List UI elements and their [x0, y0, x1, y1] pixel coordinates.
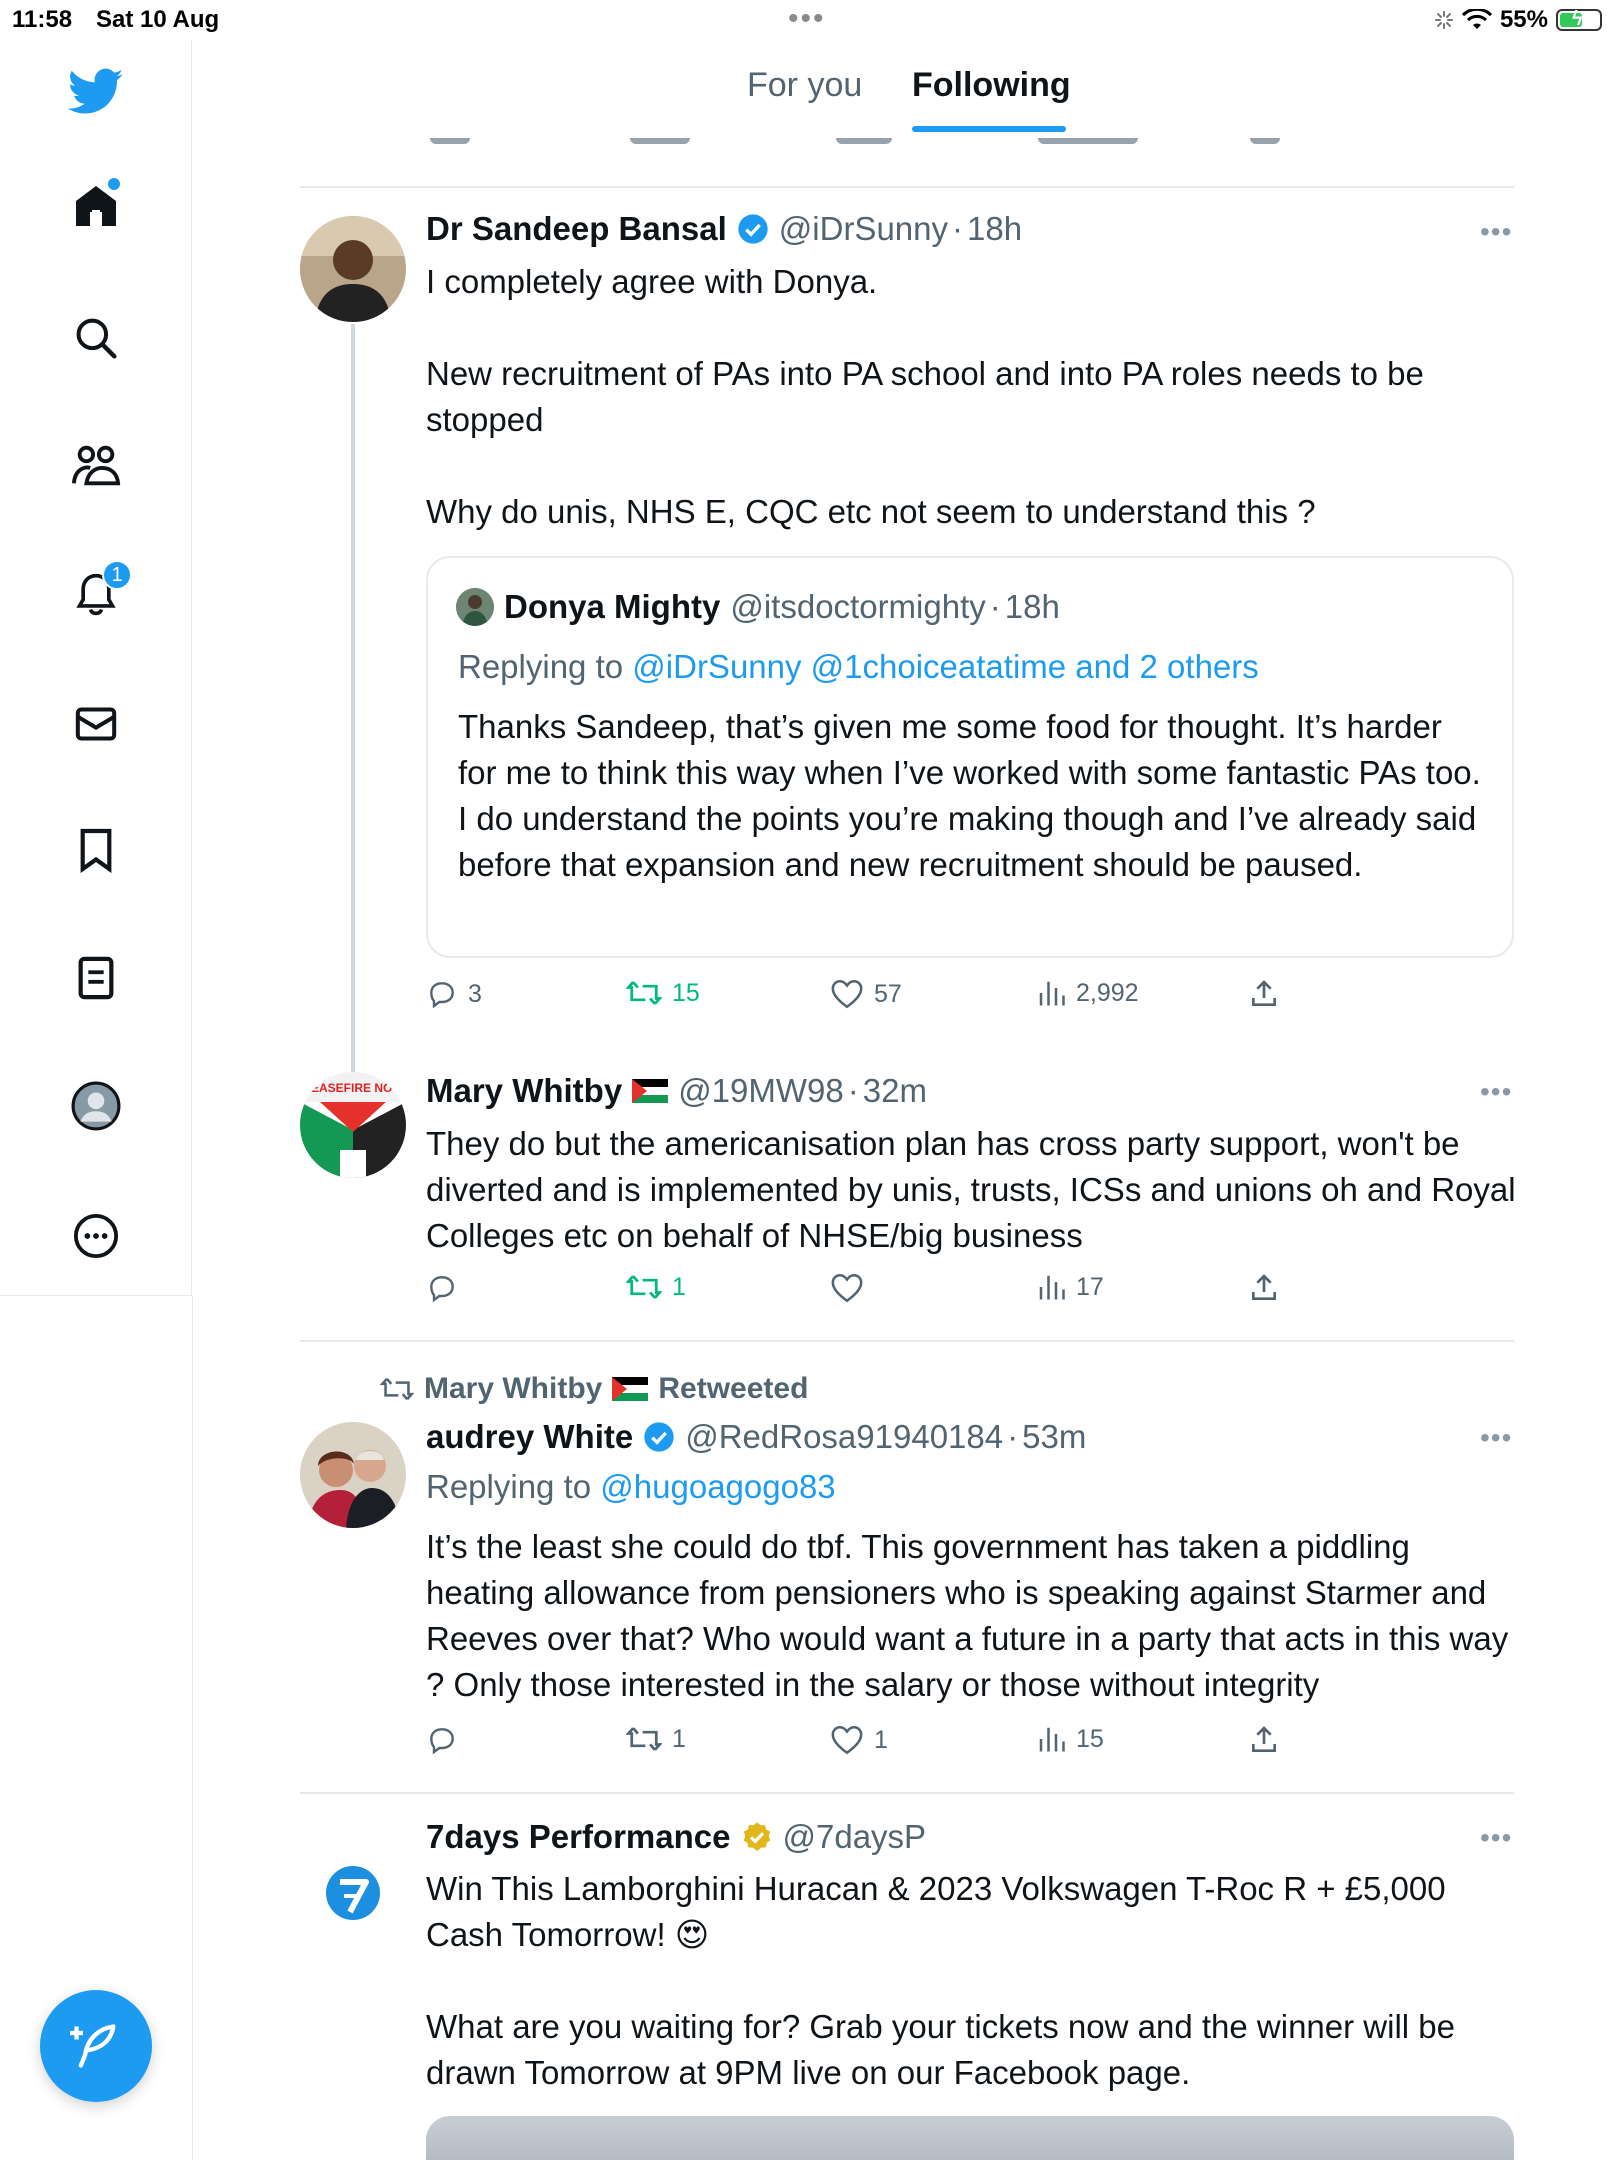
battery-percent: 55%: [1499, 6, 1548, 33]
retweet-button[interactable]: [626, 978, 700, 1008]
separator-dot: ·: [989, 588, 1001, 625]
previous-tweet-actions-clipped: [426, 138, 1286, 150]
more-options-icon[interactable]: •••: [1480, 1422, 1513, 1453]
bookmark-icon[interactable]: [68, 822, 124, 878]
verified-gold-badge-icon: [741, 1821, 773, 1853]
home-unread-dot: [108, 178, 120, 190]
multitask-dots[interactable]: •••: [788, 2, 826, 35]
tweet-divider: [300, 186, 1514, 188]
sidebar-nav: [0, 40, 192, 1296]
retweet-count: 1: [672, 1272, 686, 1301]
quoted-tweet[interactable]: [426, 556, 1514, 958]
retweet-icon: [626, 1272, 662, 1302]
compose-feather-icon: [70, 2020, 122, 2072]
quote-header: [456, 588, 1060, 626]
tweet-header: [426, 1072, 927, 1110]
quote-author-handle: @itsdoctormighty: [730, 588, 986, 625]
more-options-icon[interactable]: •••: [1480, 1822, 1513, 1853]
tweet-paragraph: Why do unis, NHS E, CQC etc not seem to understand this ?: [426, 493, 1316, 530]
loading-spinner-icon: [1434, 10, 1454, 30]
quote-avatar: [456, 588, 494, 626]
lists-icon[interactable]: [68, 950, 124, 1006]
author-name[interactable]: Mary Whitby: [426, 1072, 623, 1109]
quote-time: 18h: [1004, 588, 1060, 625]
avatar[interactable]: [300, 1072, 406, 1178]
like-count: 1: [874, 1725, 888, 1754]
verified-badge-icon: [737, 213, 769, 245]
retweet-count: 15: [672, 978, 700, 1007]
views-icon: [1036, 1724, 1066, 1754]
timeline-tabs: [352, 40, 1566, 138]
separator-dot: ·: [847, 1072, 859, 1109]
status-right: [1434, 6, 1602, 34]
more-options-icon[interactable]: •••: [1480, 1076, 1513, 1107]
share-button[interactable]: [1248, 1272, 1280, 1304]
status-date: Sat 10 Aug: [96, 6, 220, 33]
heart-icon: [830, 1724, 864, 1756]
like-count: 57: [874, 979, 902, 1008]
tweet-header: [426, 1818, 926, 1856]
tweet-actions: [426, 1272, 1286, 1312]
quote-text: Thanks Sandeep, that’s given me some food for thought. It’s harder for me to think this way when I’ve worked with some fantastic PAs too. I do understand the points you’re making though and I’ve already said before that expansion and new recruitment should be paused.: [458, 708, 1481, 883]
reply-icon: [426, 978, 458, 1010]
heart-icon: [830, 978, 864, 1010]
avatar-ceasefire-text: CEASEFIRE NOW: [302, 1081, 404, 1095]
author-name[interactable]: Dr Sandeep Bansal: [426, 210, 727, 247]
tweet-divider: [300, 1340, 1514, 1342]
quote-author-name: Donya Mighty: [504, 588, 721, 625]
author-handle[interactable]: @RedRosa91940184: [685, 1418, 1004, 1455]
views-icon: [1036, 978, 1066, 1008]
share-icon: [1248, 1272, 1280, 1304]
home-icon[interactable]: [68, 178, 124, 234]
reply-icon: [426, 1272, 458, 1304]
tweet-header: [426, 210, 1022, 248]
reply-count: 3: [468, 979, 482, 1008]
reply-icon: [426, 1724, 458, 1756]
like-button[interactable]: [830, 1724, 888, 1756]
tweet-actions: [426, 1724, 1286, 1764]
twitter-bird-icon[interactable]: [68, 64, 124, 120]
reply-button[interactable]: [426, 1272, 468, 1304]
views-button[interactable]: [1036, 1724, 1104, 1754]
heart-icon: [830, 1272, 864, 1304]
status-bar: [0, 0, 1620, 40]
verified-badge-icon: [643, 1421, 675, 1453]
more-options-icon[interactable]: •••: [1480, 216, 1513, 247]
communities-icon[interactable]: [68, 438, 124, 494]
replying-to: [426, 1468, 836, 1506]
replying-mentions[interactable]: @iDrSunny @1choiceatatime and 2 others: [632, 648, 1259, 685]
tweet-paragraph: I completely agree with Donya.: [426, 263, 878, 300]
wifi-icon: [1462, 9, 1492, 31]
palestine-flag-icon: [612, 1377, 648, 1401]
views-button[interactable]: [1036, 978, 1139, 1008]
status-time: 11:58: [12, 6, 73, 33]
tweet-text: It’s the least she could do tbf. This government has taken a piddling heating allowance from pensioners who is speaking against Starmer and Reeves over that? Who would want a future in a party that acts in this way ? Only those interested in the salary or those without integrity: [426, 1528, 1509, 1703]
sidebar-border: [192, 1296, 193, 2160]
tweet-paragraph: What are you waiting for? Grab your tickets now and the winner will be drawn Tomorrow at 9PM live on our Facebook page.: [426, 2008, 1455, 2091]
quote-replying-to: [458, 648, 1259, 686]
tweet-paragraph: New recruitment of PAs into PA school and into PA roles needs to be stopped: [426, 355, 1424, 438]
share-icon: [1248, 1724, 1280, 1756]
retweeted-by-line: [380, 1372, 808, 1406]
share-icon: [1248, 978, 1280, 1010]
separator-dot: ·: [952, 210, 964, 247]
thread-connector: [351, 324, 355, 1072]
like-button[interactable]: [830, 978, 902, 1010]
retweet-count: 1: [672, 1724, 686, 1753]
active-tab-indicator: [912, 126, 1066, 132]
avatar[interactable]: [300, 1422, 406, 1528]
retweeter-name[interactable]: Mary Whitby: [424, 1372, 603, 1405]
views-count: 2,992: [1076, 978, 1139, 1007]
like-button[interactable]: [830, 1272, 874, 1304]
retweet-button[interactable]: [626, 1724, 686, 1754]
retweet-icon: [380, 1375, 414, 1403]
reply-button[interactable]: [426, 1724, 468, 1756]
author-handle[interactable]: @19MW98: [678, 1072, 844, 1109]
views-count: 17: [1076, 1272, 1104, 1301]
tab-following[interactable]: Following: [912, 66, 1071, 104]
tweet-paragraph: Win This Lamborghini Huracan & 2023 Volkswagen T-Roc R + £5,000 Cash Tomorrow! 😍: [426, 1870, 1446, 1953]
replying-label: Replying to: [426, 1468, 592, 1505]
retweet-icon: [626, 1724, 662, 1754]
mail-icon[interactable]: [68, 696, 124, 752]
author-handle[interactable]: @7daysP: [782, 1818, 927, 1855]
tweet-time[interactable]: 32m: [862, 1072, 927, 1109]
tweet-time[interactable]: 53m: [1022, 1418, 1087, 1455]
share-button[interactable]: [1248, 1724, 1280, 1756]
author-name[interactable]: 7days Performance: [426, 1818, 731, 1855]
tweet-media-image[interactable]: [426, 2116, 1514, 2160]
separator-dot: ·: [1007, 1418, 1019, 1455]
tweet-divider: [300, 1792, 1514, 1794]
retweet-button[interactable]: [626, 1272, 686, 1302]
search-icon[interactable]: [68, 310, 124, 366]
replying-mention[interactable]: @hugoagogo83: [600, 1468, 836, 1505]
author-handle[interactable]: @iDrSunny: [778, 210, 949, 247]
tweet-time[interactable]: 18h: [967, 210, 1023, 247]
tab-for-you[interactable]: For you: [747, 66, 863, 104]
tweet-text: [426, 259, 1516, 535]
profile-icon[interactable]: [68, 1078, 124, 1134]
share-button[interactable]: [1248, 978, 1280, 1010]
views-icon: [1036, 1272, 1066, 1302]
retweeted-label: Retweeted: [658, 1372, 809, 1405]
avatar[interactable]: [300, 216, 406, 322]
reply-button[interactable]: [426, 978, 482, 1010]
compose-button[interactable]: [40, 1990, 152, 2102]
views-count: 15: [1076, 1724, 1104, 1753]
battery-icon: ϟ: [1556, 9, 1602, 31]
tweet-actions: [426, 978, 1286, 1018]
replying-label: Replying to: [458, 648, 624, 685]
palestine-flag-icon: [632, 1079, 668, 1103]
notification-badge: 1: [102, 560, 132, 590]
more-circle-icon[interactable]: [68, 1208, 124, 1264]
views-button[interactable]: [1036, 1272, 1104, 1302]
tweet-text: They do but the americanisation plan has cross party support, won't be diverted and is implemented by unis, trusts, ICSs and unions oh and Royal Colleges etc on behalf of NHSE/big business: [426, 1125, 1516, 1254]
retweet-icon: [626, 978, 662, 1008]
tweet-header: [426, 1418, 1086, 1456]
author-name[interactable]: audrey White: [426, 1418, 634, 1455]
avatar[interactable]: [300, 1840, 406, 1946]
bell-icon[interactable]: [68, 563, 124, 622]
tweet-text: [426, 1866, 1516, 2096]
